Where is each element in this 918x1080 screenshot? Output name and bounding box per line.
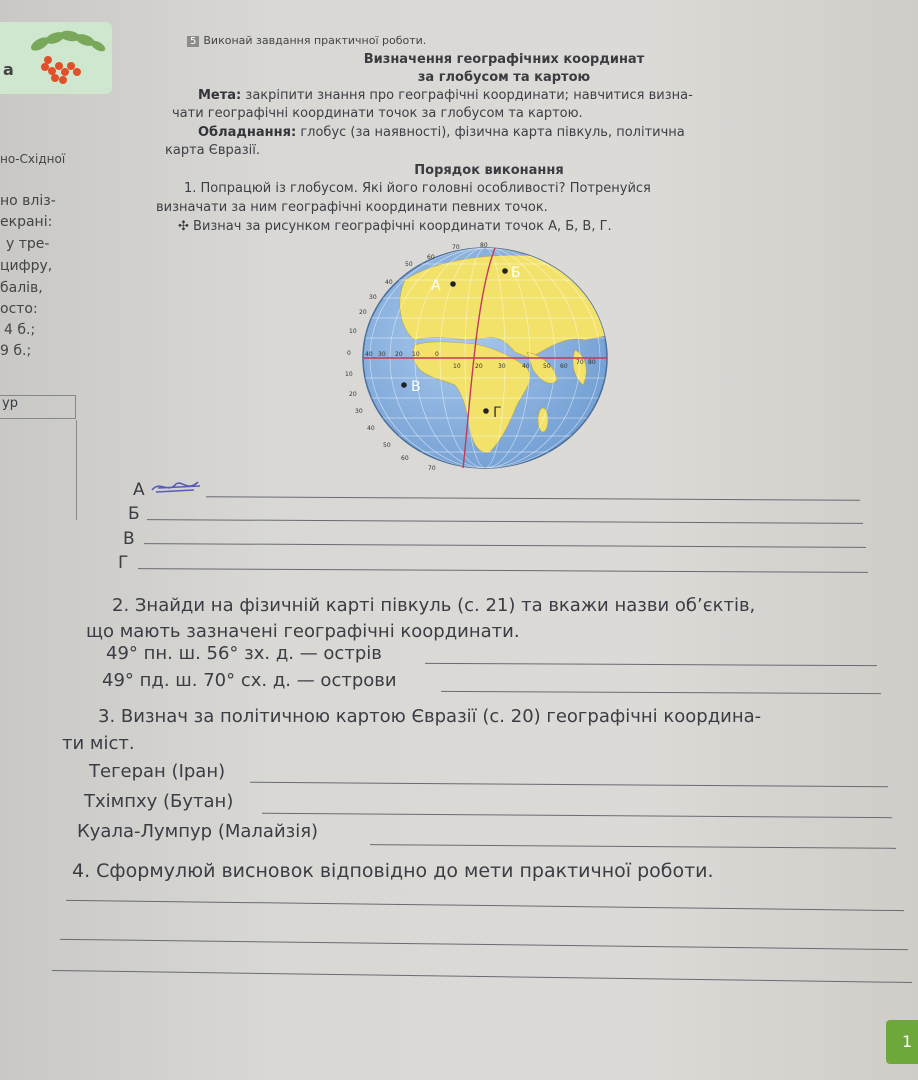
task-number-badge: 5 (187, 36, 199, 47)
point-v-marker (401, 382, 407, 388)
svg-text:10: 10 (349, 328, 357, 335)
answer-line-g[interactable] (138, 568, 868, 573)
task3-city1: Тегеран (Іран) (89, 761, 226, 782)
goal-line1 (198, 88, 693, 103)
equipment-line2: карта Євразії. (165, 143, 260, 158)
svg-text:20: 20 (349, 391, 357, 398)
task4-line1: 4. Сформулюй висновок відповідно до мети практичної роботи. (72, 860, 714, 882)
task3-city3: Куала-Лумпур (Малайзія) (77, 821, 319, 842)
left-table-edge (0, 420, 77, 520)
svg-text:0: 0 (347, 350, 351, 357)
svg-text:30: 30 (378, 351, 386, 358)
globe-figure (345, 240, 615, 470)
page-number: 1 (886, 1020, 918, 1064)
globe-svg (345, 240, 615, 470)
point-a-label: А (431, 278, 441, 294)
task4-answer-line3[interactable] (52, 970, 912, 983)
equipment-line1 (198, 125, 685, 140)
left-line: екрані: (0, 214, 53, 230)
svg-text:80: 80 (588, 359, 596, 366)
left-line: осто: (0, 301, 38, 317)
task2-line1: 2. Знайди на фізичній карті півкуль (с. 21) та вкажи назви об’єктів, (112, 595, 756, 616)
step1-bullet: ✣ Визнач за рисунком географічні координати точок А, Б, В, Г. (178, 219, 612, 234)
svg-text:40: 40 (365, 351, 373, 358)
point-a-marker (450, 281, 456, 287)
svg-text:40: 40 (385, 279, 393, 286)
svg-text:30: 30 (355, 408, 363, 415)
task2-item1: 49° пн. ш. 56° зх. д. — острів (106, 643, 382, 664)
task2-answer-line1[interactable] (425, 663, 877, 666)
step1-line2: визначати за ним географічні координати певних точок. (156, 200, 548, 215)
left-line: 9 б.; (0, 343, 32, 359)
equipment-label: Обладнання: (198, 125, 297, 140)
answer-line-b[interactable] (147, 519, 863, 524)
task3-answer-line2[interactable] (262, 813, 892, 818)
svg-text:10: 10 (412, 351, 420, 358)
svg-text:70: 70 (452, 244, 460, 251)
left-line: но вліз- (0, 193, 56, 209)
svg-text:30: 30 (369, 294, 377, 301)
task3-answer-line1[interactable] (250, 782, 888, 787)
svg-text:60: 60 (401, 455, 409, 462)
svg-text:10: 10 (453, 363, 461, 370)
task2-answer-line2[interactable] (441, 691, 881, 694)
task4-answer-line2[interactable] (60, 939, 908, 950)
svg-text:10: 10 (345, 371, 353, 378)
left-line: балів, (0, 280, 43, 296)
task4-answer-line1[interactable] (66, 900, 904, 911)
svg-text:50: 50 (405, 261, 413, 268)
svg-text:60: 60 (560, 363, 568, 370)
task3-answer-line3[interactable] (370, 844, 896, 849)
goal-text: закріпити знання про географічні координати; навчитися визна- (245, 88, 693, 103)
left-line: у тре- (6, 236, 50, 252)
point-b-marker (502, 268, 508, 274)
left-line: цифру, (0, 258, 53, 274)
goal-line2: чати географічні координати точок за глобусом та картою. (172, 106, 583, 121)
svg-text:50: 50 (383, 442, 391, 449)
corner-letter: а (3, 60, 14, 79)
answer-label-g: Г (118, 553, 129, 573)
svg-text:70: 70 (576, 359, 584, 366)
procedure-title: Порядок виконання (414, 163, 564, 178)
svg-text:0: 0 (435, 351, 439, 358)
svg-text:20: 20 (475, 363, 483, 370)
work-title-line2: за глобусом та картою (417, 70, 591, 85)
scribble-mark (148, 478, 208, 496)
answer-label-a: А (133, 480, 145, 500)
answer-line-v[interactable] (144, 543, 866, 548)
task3-line1: 3. Визнач за політичною картою Євразії (с. 20) географічні координа- (98, 706, 762, 727)
svg-text:30: 30 (498, 363, 506, 370)
goal-label: Мета: (198, 88, 242, 103)
svg-text:20: 20 (395, 351, 403, 358)
point-v-label: В (411, 379, 421, 395)
svg-text:80: 80 (480, 242, 488, 249)
point-g-label: Г (493, 405, 502, 421)
task2-item2: 49° пд. ш. 70° сх. д. — острови (102, 670, 397, 691)
svg-text:40: 40 (367, 425, 375, 432)
answer-line-a[interactable] (206, 496, 860, 500)
svg-text:20: 20 (359, 309, 367, 316)
point-b-label: Б (511, 265, 521, 281)
left-line: 4 б.; (4, 322, 36, 338)
point-g-marker (483, 408, 489, 414)
work-title-line1: Визначення географічних координат (363, 52, 645, 67)
step1-line1: 1. Попрацюй із глобусом. Які його головні особливості? Потренуйся (184, 181, 651, 196)
left-line: но-Східної (0, 152, 66, 166)
svg-text:50: 50 (543, 363, 551, 370)
task3-line2: ти міст. (62, 733, 135, 754)
answer-label-v: В (123, 529, 135, 549)
left-box-label: ур (0, 395, 76, 419)
svg-text:60: 60 (427, 254, 435, 261)
equipment-text: глобус (за наявності), фізична карта півкуль, політична (300, 125, 685, 140)
answer-label-b: Б (128, 504, 140, 524)
svg-text:40: 40 (522, 363, 530, 370)
task-header-text: Виконай завдання практичної роботи. (203, 34, 427, 47)
task2-line2: що мають зазначені географічні координати. (86, 621, 520, 642)
svg-text:70: 70 (428, 465, 436, 470)
task-header (187, 34, 426, 47)
task3-city2: Тхімпху (Бутан) (84, 791, 234, 812)
